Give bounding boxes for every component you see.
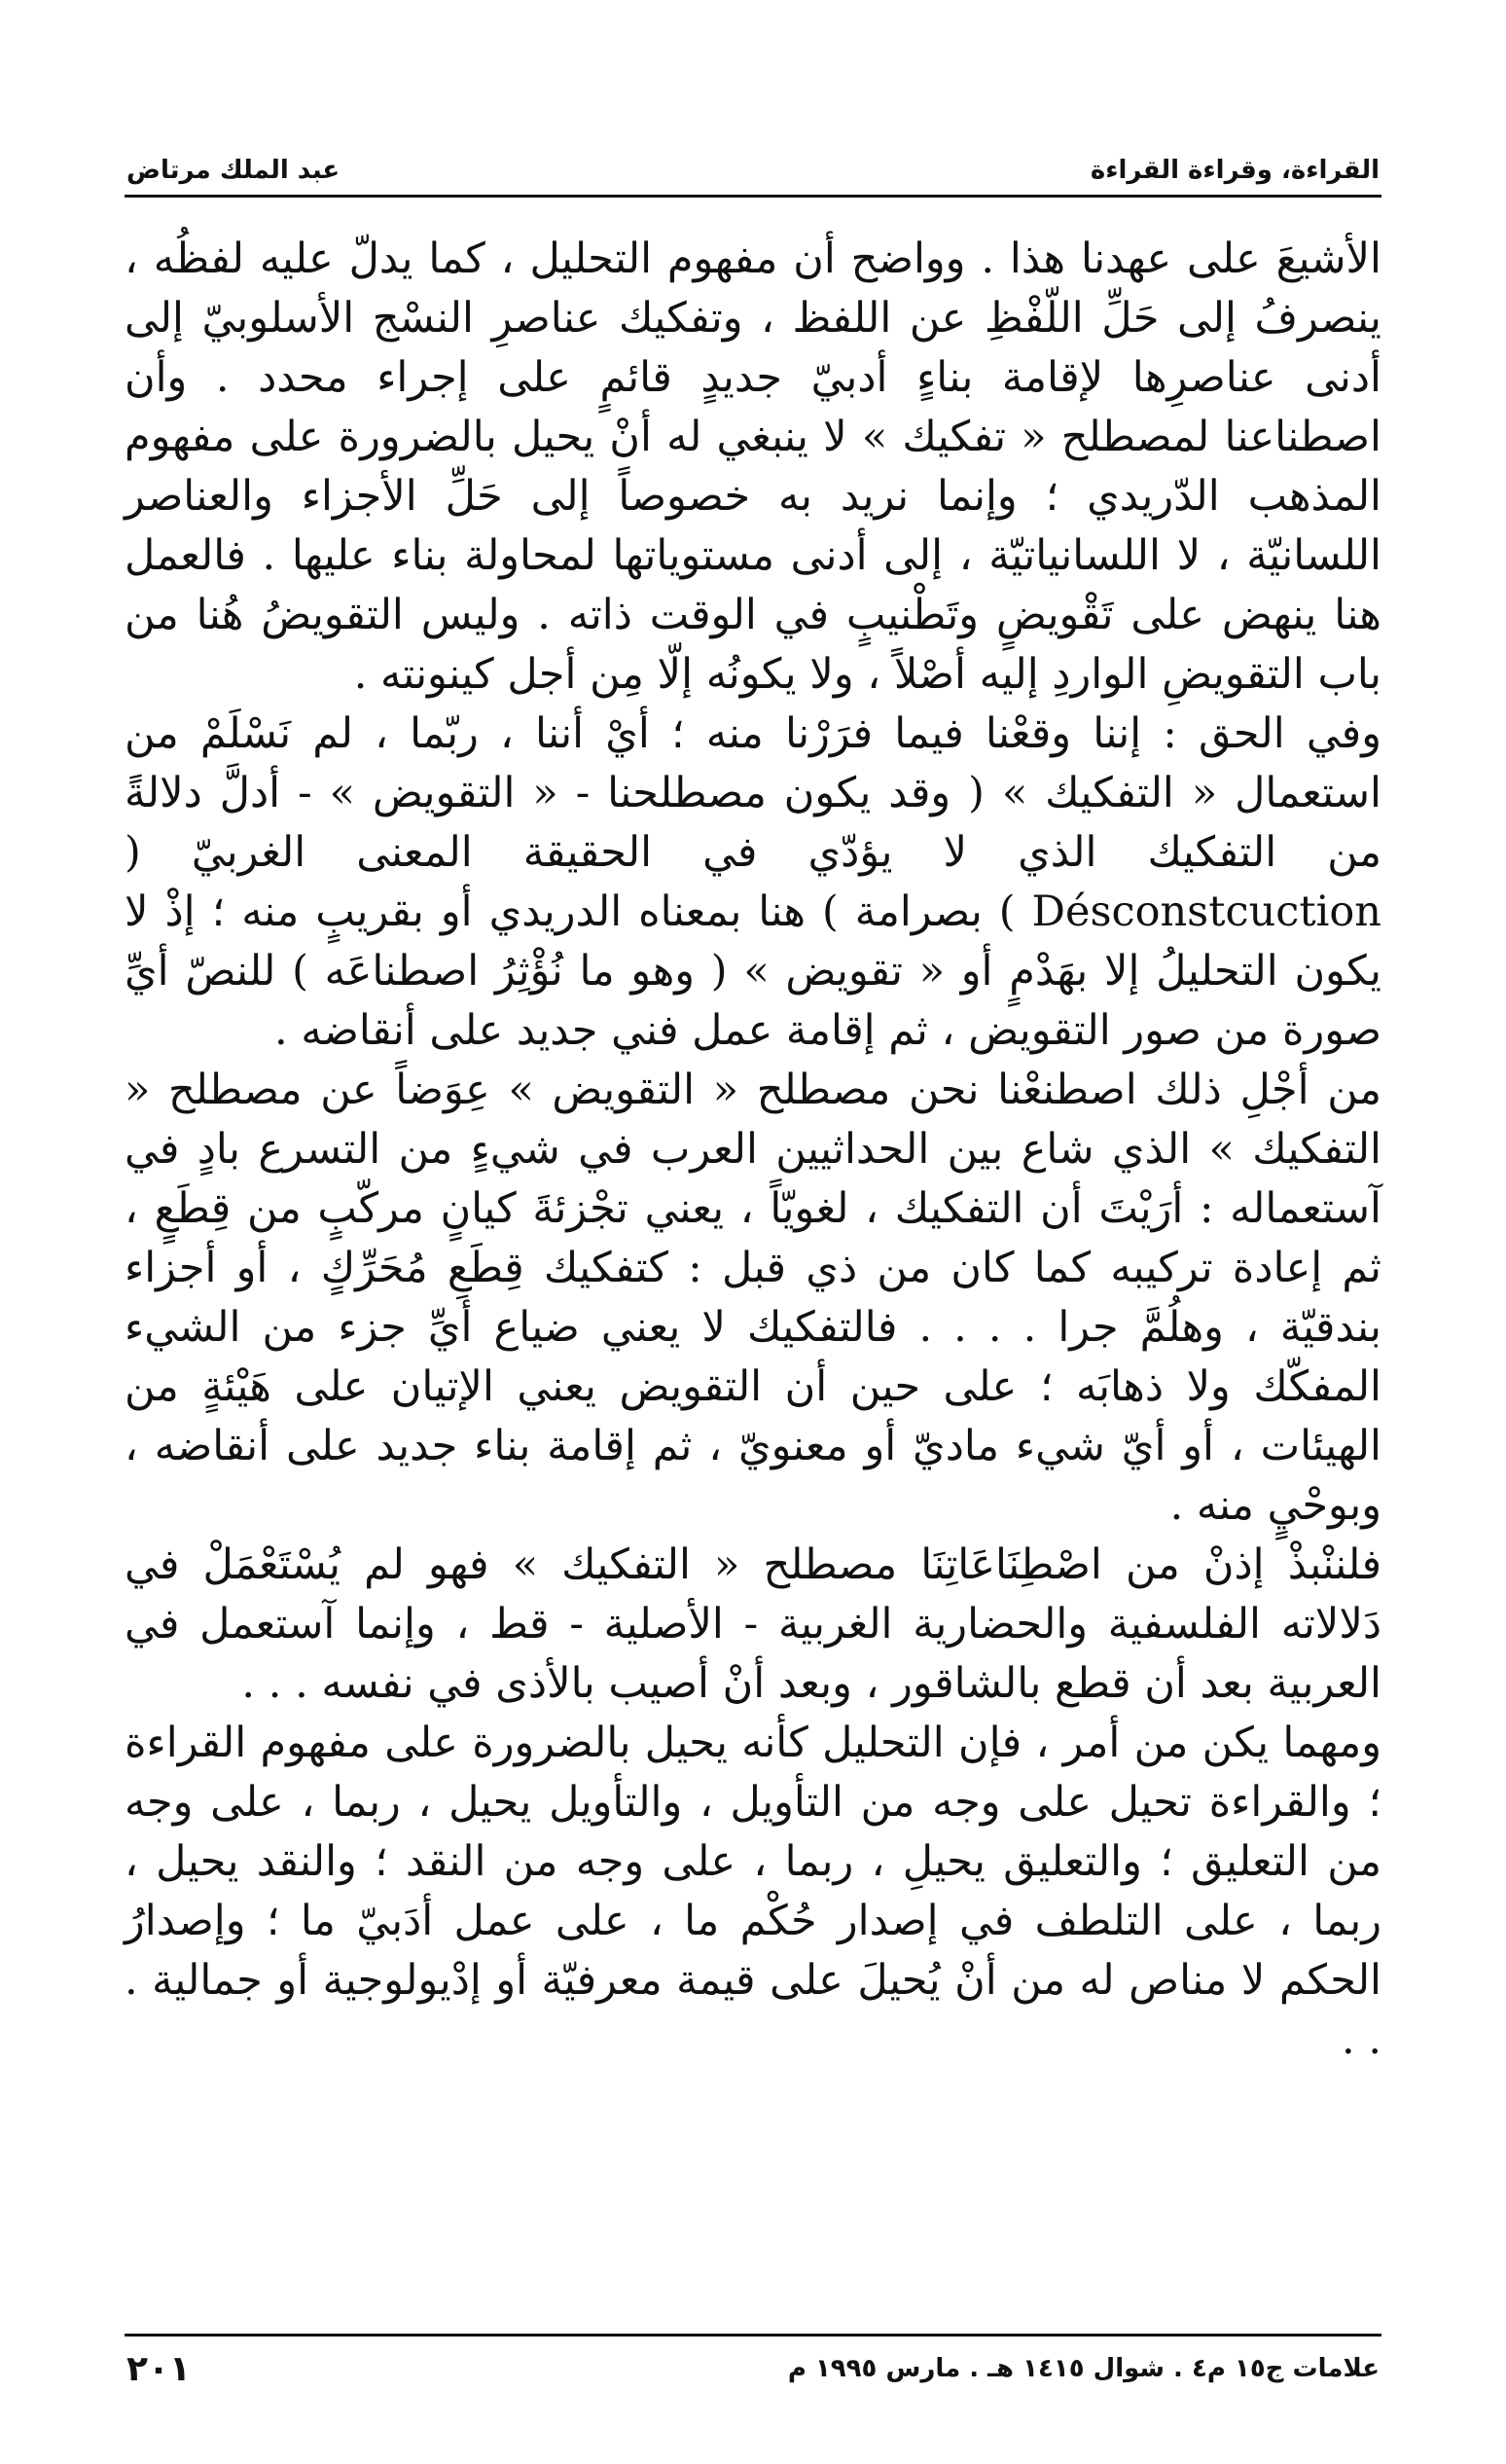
paragraph-2: وفي الحق : إننا وقعْنا فيما فرَرْنا منه ؛ أيْ أننا ، ربّما ، لم نَسْلَمْ من استعمال « التفكيك » ( وقد يكون مصطلحنا - « التقويض » - أدلَّ دلالةً من التفكيك الذي لا يؤدّي في الحقيقة المعنى الغربيّ ( Désconstcuction ) بصرامة ) هنا بمعناه الدريدي أو بقريبٍ منه ؛ إذْ لا يكون التحليلُ إلا بهَدْمٍ أو « تقويض » ( وهو ما نُؤْثِرُ اصطناعَه ) للنصّ أيِّ صورة من صور التقويض ، ثم إقامة عمل فني جديد على أنقاضه . (125, 709, 1381, 1055)
paragraph-5: ومهما يكن من أمر ، فإن التحليل كأنه يحيل بالضرورة على مفهوم القراءة ؛ والقراءة تحيل على وجه من التأويل ، والتأويل يحيل ، ربما ، على وجه من التعليق ؛ والتعليق يحيلِ ، ربما ، على وجه من النقد ؛ والنقد يحيل ، ربما ، على التلطف في إصدار حُكْم ما ، على عمل أدَبيّ ما ؛ وإصدارُ الحكم لا مناص له من أنْ يُحيلَ على قيمة معرفيّة أو إدْيولوجية أو جمالية . . . (125, 1719, 1381, 2064)
header-divider (125, 195, 1381, 198)
paragraph-4: فلننْبذْ إذنْ من اصْطِنَاعَاتِنَا مصطلح « التفكيك » فهو لم يُسْتَعْمَلْ في دَلالاته الفلسفية والحضارية الغربية - الأصلية - قط ، وإنما آستعمل في العربية بعد أن قطع بالشاقور ، وبعد أنْ أصيب بالأذى في نفسه . . . (125, 1540, 1381, 1708)
running-footer (126, 2345, 1380, 2392)
paragraph-3: من أجْلِ ذلك اصطنعْنا نحن مصطلح « التقويض » عِوَضاً عن مصطلح « التفكيك » الذي شاع بين الحداثيين العرب في شيءٍ من التسرع بادٍ في آستعماله : أرَيْتَ أن التفكيك ، لغويّاً ، يعني تجْزئةَ كيانٍ مركّبٍ من قِطَعٍ ، ثم إعادة تركيبه كما كان من ذي قبل : كتفكيك قِطَعِ مُحَرِّكٍ ، أو أجزاء بندقيّة ، وهلُمَّ جرا . . . . فالتفكيك لا يعني ضياع أيِّ جزء من الشيء المفكّك ولا ذهابَه ؛ على حين أن التقويض يعني الإتيان على هَيْئةٍ من الهيئات ، أو أيّ شيء ماديّ أو معنويّ ، ثم إقامة بناء جديد على أنقاضه ، وبوحْيٍ منه . (125, 1066, 1381, 1530)
journal-citation: علامات ج١٥ م٤ . شوال ١٤١٥ هـ . مارس ١٩٩٥ م (787, 2354, 1380, 2383)
paragraph-1: الأشيعَ على عهدنا هذا . وواضح أن مفهوم التحليل ، كما يدلّ عليه لفظُه ، ينصرفُ إلى حَلِّ اللّفْظِ عن اللفظ ، وتفكيك عناصرِ النسْج الأسلوبيّ إلى أدنى عناصرِها لإقامة بناءٍ أدبيّ جديدٍ قائمٍ على إجراء محدد . وأن اصطناعنا لمصطلح « تفكيك » لا ينبغي له أنْ يحيل بالضرورة على مفهوم المذهب الدّريدي ؛ وإنما نريد به خصوصاً إلى حَلِّ الأجزاء والعناصر اللسانيّة ، لا اللسانياتيّة ، إلى أدنى مستوياتها لمحاولة بناء عليها . فالعمل هنا ينهض على تَقْويضٍ وتَطْنيبٍ في الوقت ذاته . وليس التقويضُ هُنا من باب التقويضِ الواردِ إليه أصْلاً ، ولا يكونُه إلّا مِن أجل كينونته . (125, 235, 1381, 699)
body-text (125, 230, 1381, 2273)
page-number: ٢٠١ (126, 2348, 191, 2389)
running-header (126, 136, 1380, 185)
footer-divider (125, 2334, 1381, 2337)
header-author-name: عبد الملك مرتاض (126, 156, 341, 185)
header-book-title: القراءة، وقراءة القراءة (1090, 156, 1380, 185)
